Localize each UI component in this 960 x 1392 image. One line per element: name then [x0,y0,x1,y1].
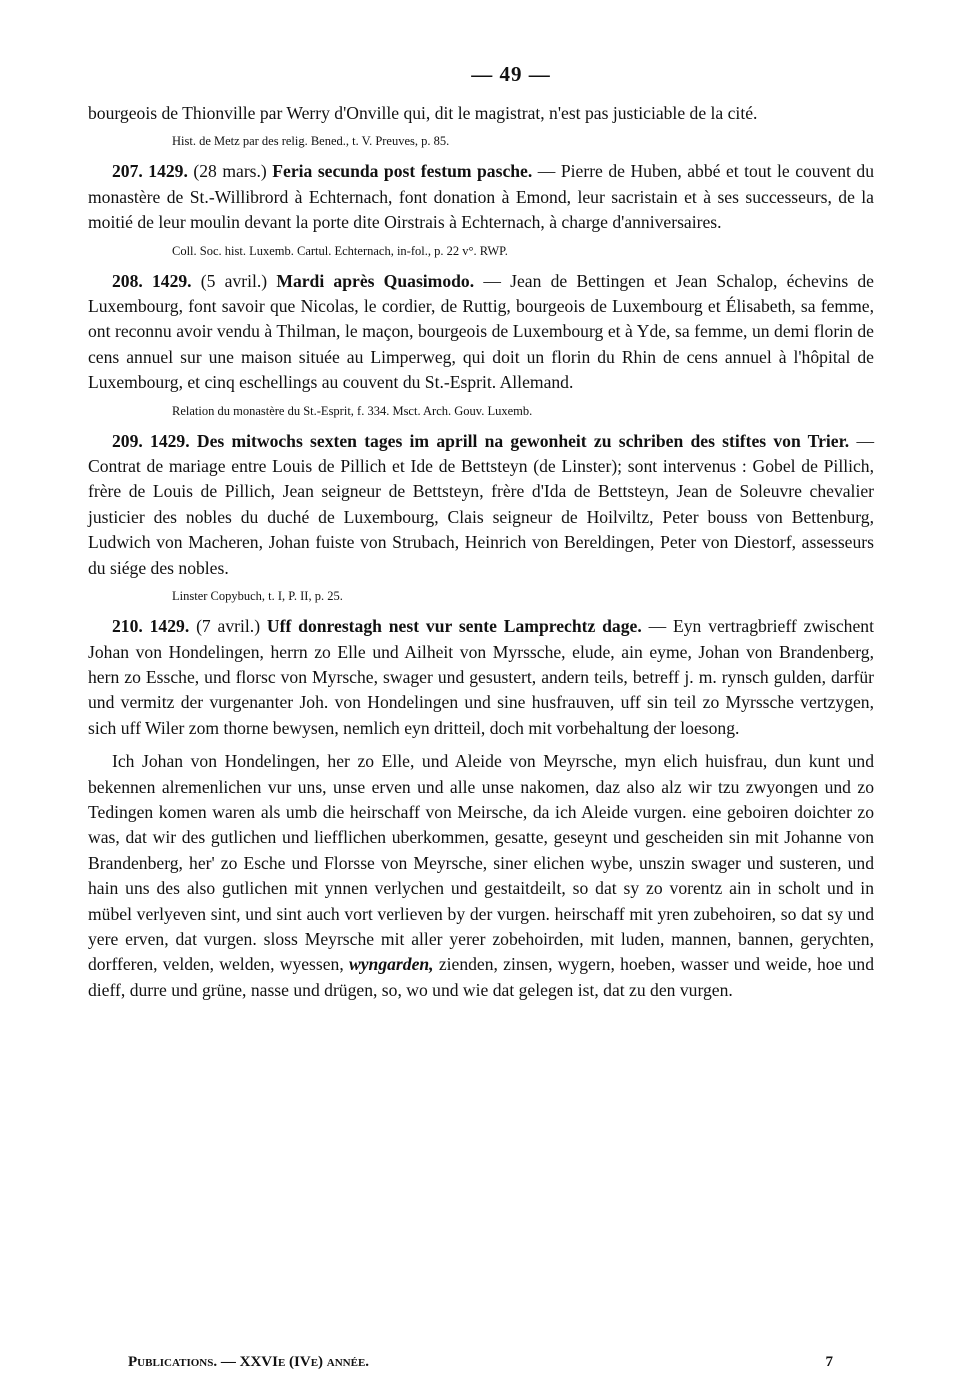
footer-publication: Publications. — XXVIe (IVe) année. [128,1354,370,1370]
entry-207 [88,159,874,235]
entry-text: — Pierre de Huben, abbé et tout le couvent du monastère de St.-Willibrord à Echternach, font donation à Emond, leur sacristain et à ses successeurs, de la moitié de leur moulin devant la porte dite Oirstrais à Echternach, à charge d'anniversaires. [88,161,874,233]
entry-number: 210. 1429. [112,616,190,637]
entry-date: (5 avril.) [200,270,268,291]
source-citation: Coll. Soc. hist. Luxemb. Cartul. Echternach, in-fol., p. 22 v°. RWP. [172,243,508,258]
charter-text [88,749,874,1003]
entry-208 [88,269,874,396]
entry-text: — Contrat de mariage entre Louis de Pillich et Ide de Bettsteyn (de Linster); sont intervenus : Gobel de Pillich, frère de Louis de Pillich, Jean seigneur de Bettsteyn, frère d'Ida de Bettsteyn, Jean de Soleuvre chevalier justicier des nobles du duché de Luxembourg, Clais seigneur de Hoilviltz, Peter bouss von Bettenburg, Ludwich von Macheren, Johan fuiste von Strubach, Heinrich von Bereldingen, Peter von Diestorf, assesseurs du siége des nobles. [88,430,875,578]
entry-title: Feria secunda post festum pasche. [272,161,533,182]
charter-text-italic-word: wyngarden, [349,954,434,975]
source-citation: Linster Copybuch, t. I, P. II, p. 25. [172,589,343,604]
source-citation: Relation du monastère du St.-Esprit, f. 334. Msct. Arch. Gouv. Luxemb. [172,403,533,418]
charter-text-part-1: Ich Johan von Hondelingen, her zo Elle, und Aleide von Meyrsche, myn elich huisfrau, dun kunt und bekennen alremenlichen vur uns, unse erven und alle unse nakomen, daz also alz wir tzu zwyongen und zo Tedingen komen waren als umb die heirschaff von Meirsche, da ich Aleide vurgen. eine geboiren doichter zo was, dat wir des gutlichen und liefflichen uberkommen, gesatte, geseynt und gescheiden sin mit Johanne von Brandenberg, her' zo Esche und Florsse von Meyrsche, siner elichen wybe, unszin swager und susteren, und hain uns des also gutlichen mit ynnen verlychen und gestaitdeilt, so dat sy zo vorentz ain in scholt und in mübel verlyeven sint, und sint auch vort verlieven by der vurgen. heirschaff mit yren zubehoiren, so dat sy und yere erven, dat vurgen. sloss Meyrsche mit aller yerer zobehoirden, mit luden, mannen, bannen, gerychten, dorfferen, velden, welden, wyessen, [88,751,874,975]
entry-209 [88,429,874,581]
entry-text: — Jean de Bettingen et Jean Schalop, échevins de Luxembourg, font savoir que Nicolas, le cordier, de Ruttig, bourgeois de Luxembourg et Élisabeth, sa femme, ont reconnu avoir vendu à Thilman, le maçon, bourgeois de Luxembourg et à Yde, sa femme, un demi florin de cens annuel sur une maison située au Limperweg, qui doit un florin du Rhin de cens annuel à l'hôpital de Luxembourg, et cinq eschellings au couvent du St.-Esprit. Allemand. [88,270,874,393]
continued-paragraph: bourgeois de Thionville par Werry d'Onville qui, dit le magistrat, n'est pas justiciable de la cité. [88,103,758,123]
page-footer [128,1354,833,1371]
document-page [88,62,874,1003]
charter-text-part-2: zienden, zinsen, wygern, hoeben, wasser und weide, hoe und dieff, durre und grüne, nasse und drügen, so, wo und wie dat gelegen ist, dat zu den vurgen. [88,954,874,1000]
page-number: — 49 — [471,62,551,86]
entry-date: (28 mars.) [193,161,267,182]
entry-number: 208. 1429. [112,270,192,291]
source-citation: Hist. de Metz par des relig. Bened., t. V. Preuves, p. 85. [172,134,450,149]
entry-text: — Eyn vertragbrieff zwischent Johan von Hondelingen, herrn zo Elle und Ailheit von Myrssche, elude, ain eyme, Johan von Brandenberg, hern zo Essche, und florsc von Myrsche, swager und gesustert, andern teils, betreff j. m. rynsch gulden, darfür und vermitz der vurgenanter Joh. von Hondelingen und sine husfrauven, uff sin teil zo Myrssche vertzygen, sich uff Wiler zom thorne bewysen, nemlich eyn dritteil, doch mit vorbehaltung der loesong. [88,616,874,738]
entry-number: 209. 1429. [112,430,190,451]
entry-date: (7 avril.) [196,616,261,637]
entry-title: Uff donrestagh nest vur sente Lamprechtz dage. [266,616,642,637]
entry-number: 207. 1429. [112,161,188,182]
entry-210 [88,614,874,741]
footer-signature-number: 7 [825,1354,833,1370]
entry-title: Mardi après Quasimodo. [276,270,475,291]
entry-title: Des mitwochs sexten tages im aprill na gewonheit zu schriben des stiftes von Trier. [196,430,850,451]
